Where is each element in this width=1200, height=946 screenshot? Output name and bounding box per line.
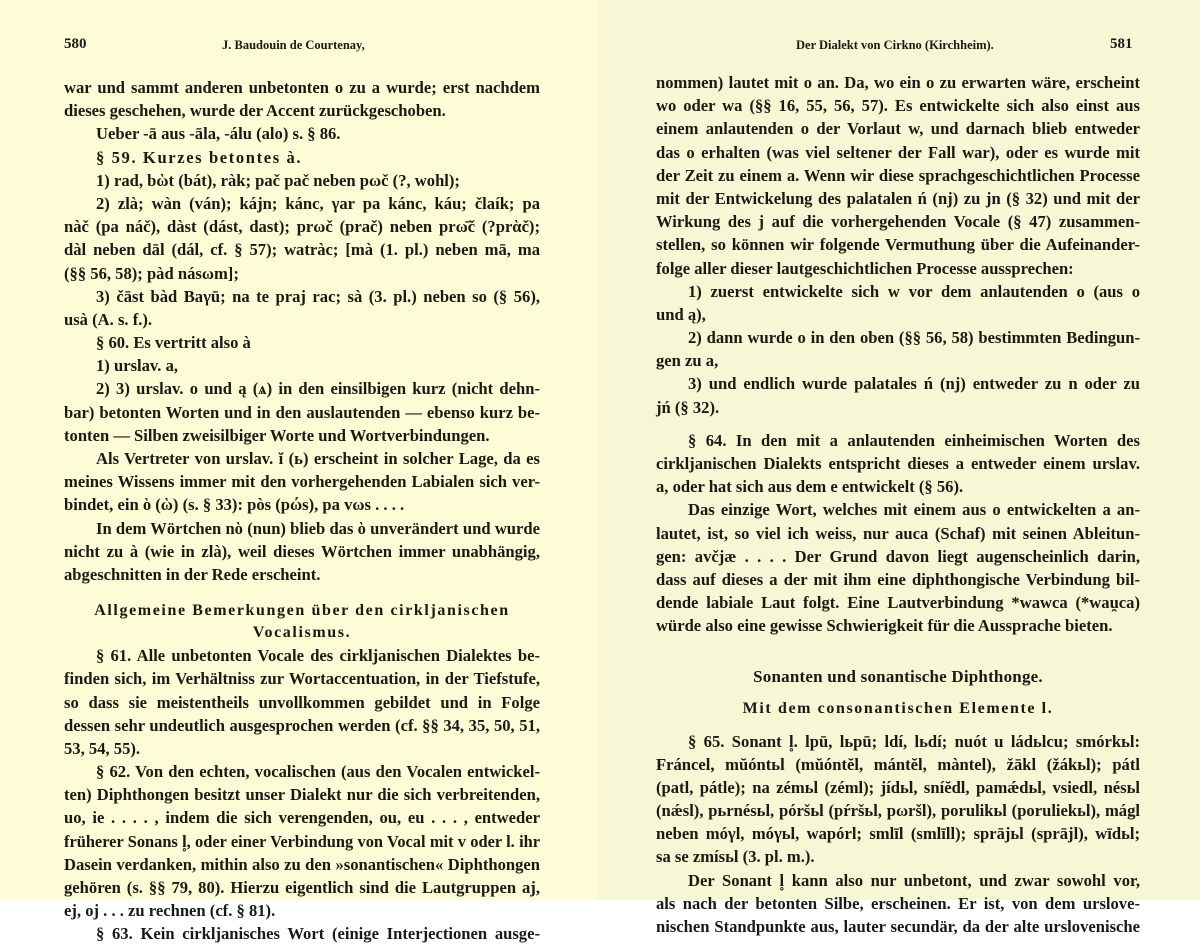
text-line: abgeschnitten in der Rede erscheint. xyxy=(64,564,321,584)
text-line: § 63. Kein cirkljanisches Wort (einige Interjectionen ausge- xyxy=(96,924,540,944)
section-heading: Allgemeine Bemerkungen über den cirkljanischen xyxy=(94,602,510,620)
text-line: Wirkung des j auf die vorhergehenden Vocale (§ 47) zusammen- xyxy=(656,212,1140,232)
right-body-text xyxy=(656,71,1140,938)
text-line: § 60. Es vertritt also à xyxy=(96,333,251,353)
page-number: 581 xyxy=(1110,36,1133,52)
left-page xyxy=(0,0,598,944)
text-line: nommen) lautet mit o an. Da, wo ein o zu erwarten wäre, erscheint xyxy=(656,73,1140,92)
text-line: a, oder hat sich aus dem e entwickelt (§ 56). xyxy=(656,477,964,497)
text-line: bar) betonten Worten und in den auslautenden — ebenso kurz be- xyxy=(64,402,540,422)
text-line: Der Sonant l̥ kann also nur unbetont, und zwar sowohl vor, xyxy=(688,870,1140,890)
text-line: § 64. In den mit a anlautenden einheimischen Worten des xyxy=(688,430,1140,450)
text-line: das o erhalten (was viel seltener der Fall war), oder es wurde mit xyxy=(656,142,1140,162)
text-line: 1) zuerst entwickelte sich w vor dem anlautenden o (aus o xyxy=(688,281,1140,301)
text-line: folge aller dieser lautgeschichtlichen Processe aussprechen: xyxy=(656,258,1074,278)
text-line: sa se zmísьl (3. pl. m.). xyxy=(656,847,815,867)
text-line: ej, oj . . . zu rechnen (cf. § 81). xyxy=(64,901,276,921)
text-line: 1) urslav. a, xyxy=(96,356,179,376)
text-line: der Zeit zu einem a. Wenn wir diese sprachgeschichtlichen Processe xyxy=(656,165,1140,185)
text-line: und ą), xyxy=(656,304,706,324)
text-line: dàl neben dāl (dál, cf. § 57); watràc; [mà (1. pl.) neben mā, ma xyxy=(64,240,540,260)
text-line: mit der Entwickelung des palatalen ń (nj) zu jn (§ 32) und mit der xyxy=(656,188,1140,208)
section-heading: Sonanten und sonantische Diphthonge. xyxy=(753,666,1043,686)
text-line: 1) rad, bὼt (bát), ràk; pač pač neben pωč (?, wohl); xyxy=(96,170,460,190)
text-line: nicht zu à (wie in zlà), weil dieses Wörtchen immer unabhängig, xyxy=(64,541,540,561)
paragraph-heading: § 59. Kurzes betontes à. xyxy=(96,147,303,167)
text-line: In dem Wörtchen nὸ (nun) blieb das ὸ unverändert und wurde xyxy=(96,518,540,538)
text-line: ten) Diphthongen besitzt unser Dialekt nur die sich verbreitenden, xyxy=(64,785,540,805)
text-line: (§§ 56, 58); pàd násωm]; xyxy=(64,263,239,283)
text-line: 3) und endlich wurde palatales ń (nj) entweder zu n oder zu xyxy=(688,374,1140,394)
text-line: gen: avčjæ . . . . Der Grund davon liegt augenscheinlich darin, xyxy=(656,546,1140,566)
text-line: so dass sie meistentheils unvollkommen gebildet und in Folge xyxy=(64,692,540,712)
text-line: lautet, ist, so viel ich weiss, nur auca (Schaf) mit seinen Ableitun- xyxy=(656,523,1140,543)
text-line: als nach der betonten Silbe, erscheinen. Er ist, von dem urslove- xyxy=(656,893,1140,913)
text-line: 2) zlà; wàn (ván); kájn; kánc, γar pa kánc, káu; člaík; pa xyxy=(96,193,540,213)
right-page xyxy=(598,0,1200,936)
text-line: nischen Standpunkte aus, lauter secundär, da der alte urslovenische xyxy=(656,917,1140,936)
text-line: (patl, pátle); na zémьl (zéml); jídьl, sníĕdl, pamǽdьl, vsiedl, nésьl xyxy=(656,777,1140,797)
text-line: 2) 3) urslav. o und ą (ѧ) in den einsilbigen kurz (nicht dehn- xyxy=(96,379,540,399)
text-line: dende labiale Laut folgt. Eine Lautverbindung *wawca (*wau̯ca) xyxy=(656,593,1140,613)
text-line: gen zu a, xyxy=(656,351,719,371)
text-line: dass auf dieses a der mit ihm eine diphthongische Verbindung bil- xyxy=(656,569,1140,589)
text-line: usà (A. s. f.). xyxy=(64,309,153,329)
text-line: neben móγl, móγьl, wapórl; smlīl (smlīll); sprājьl (sprājl), wīdьl; xyxy=(656,824,1140,844)
text-line: einem anlautenden o der Vorlaut w, und darnach blieb entweder xyxy=(656,119,1140,139)
text-line: dieses geschehen, wurde der Accent zurückgeschoben. xyxy=(64,101,446,121)
text-line: cirkljanischen Dialekts entspricht dieses a entweder einem urslav. xyxy=(656,454,1140,473)
text-line: dessen sehr undeutlich ausgesprochen werden (cf. §§ 34, 35, 50, 51, xyxy=(64,715,540,735)
text-line: § 65. Sonant l̥. lpū, lьpū; ldí, lьdí; nuót u ládьlcu; smórkьl: xyxy=(688,731,1140,751)
left-body-text xyxy=(64,76,540,946)
text-line: bindet, ein ὸ (ὼ) (s. § 33): pòs (pώs), pa vωs . . . . xyxy=(64,495,405,515)
text-line: Dasein verdanken, mithin also zu den »sonantischen« Diphthongen xyxy=(64,854,540,874)
text-line: Ueber -ā aus -āla, -álu (alo) s. § 86. xyxy=(96,124,341,144)
text-line: § 61. Alle unbetonten Vocale des cirkljanischen Dialektes be- xyxy=(96,646,540,666)
text-line: finden sich, im Verhältniss zur Wortaccentuation, in der Tiefstufe, xyxy=(64,669,540,689)
section-heading: Vocalismus. xyxy=(252,624,352,642)
text-line: 2) dann wurde o in den oben (§§ 56, 58) bestimmten Bedingun- xyxy=(688,328,1140,348)
text-line: nàč (pa náč), dàst (dást, dast); prωč (prač) neben prω̄č (?prὰč); xyxy=(64,217,540,237)
text-line: 53, 54, 55). xyxy=(64,738,141,758)
text-line: (nǽsl), pьrnésьl, póršьl (pŕršьl, pωršl), porulikьl (poruliekьl), mágl xyxy=(656,801,1140,821)
sub-heading: Mit dem consonantischen Elemente l. xyxy=(742,699,1054,717)
text-line: war und sammt anderen unbetonten o zu a wurde; erst nachdem xyxy=(64,78,540,97)
text-line: früherer Sonans l̥, oder einer Verbindung von Vocal mit v oder l. ihr xyxy=(64,831,540,851)
text-line: wo oder wa (§§ 16, 55, 56, 57). Es entwickelte sich also einst aus xyxy=(656,96,1140,116)
page-number: 580 xyxy=(64,36,87,52)
text-line: meines Wissens immer mit den vorhergehenden Labialen sich ver- xyxy=(64,472,540,492)
text-line: stellen, so können wir folgende Vermuthung über die Aufeinander- xyxy=(656,235,1140,255)
text-line: Das einzige Wort, welches mit einem aus o entwickelten a an- xyxy=(688,500,1140,520)
text-line: gehören (s. §§ 79, 80). Hierzu eigentlich sind die Lautgruppen aj, xyxy=(64,878,540,897)
text-line: Fráncel, mŭóntьl (mŭóntĕl, mántĕl, màntel), žākl (žákьl); pátl xyxy=(656,754,1140,774)
running-head: Der Dialekt von Cirkno (Kirchheim). xyxy=(796,38,994,52)
running-head: J. Baudouin de Courtenay, xyxy=(222,38,365,52)
text-line: uo, ie . . . . , indem die sich verengenden, ou, eu . . . , entweder xyxy=(64,808,540,828)
text-line: tonten — Silben zweisilbiger Worte und Wortverbindungen. xyxy=(64,425,490,445)
text-line: jń (§ 32). xyxy=(656,397,720,417)
text-line: würde also eine gewisse Schwierigkeit für die Aussprache bieten. xyxy=(656,616,1113,636)
text-line: 3) čāst bàd Baγū; na te praj rac; sà (3. pl.) neben so (§ 56), xyxy=(96,286,540,306)
text-line: § 62. Von den echten, vocalischen (aus den Vocalen entwickel- xyxy=(96,762,540,782)
text-line: Als Vertreter von urslav. ĭ (ь) erscheint in solcher Lage, da es xyxy=(96,449,540,468)
